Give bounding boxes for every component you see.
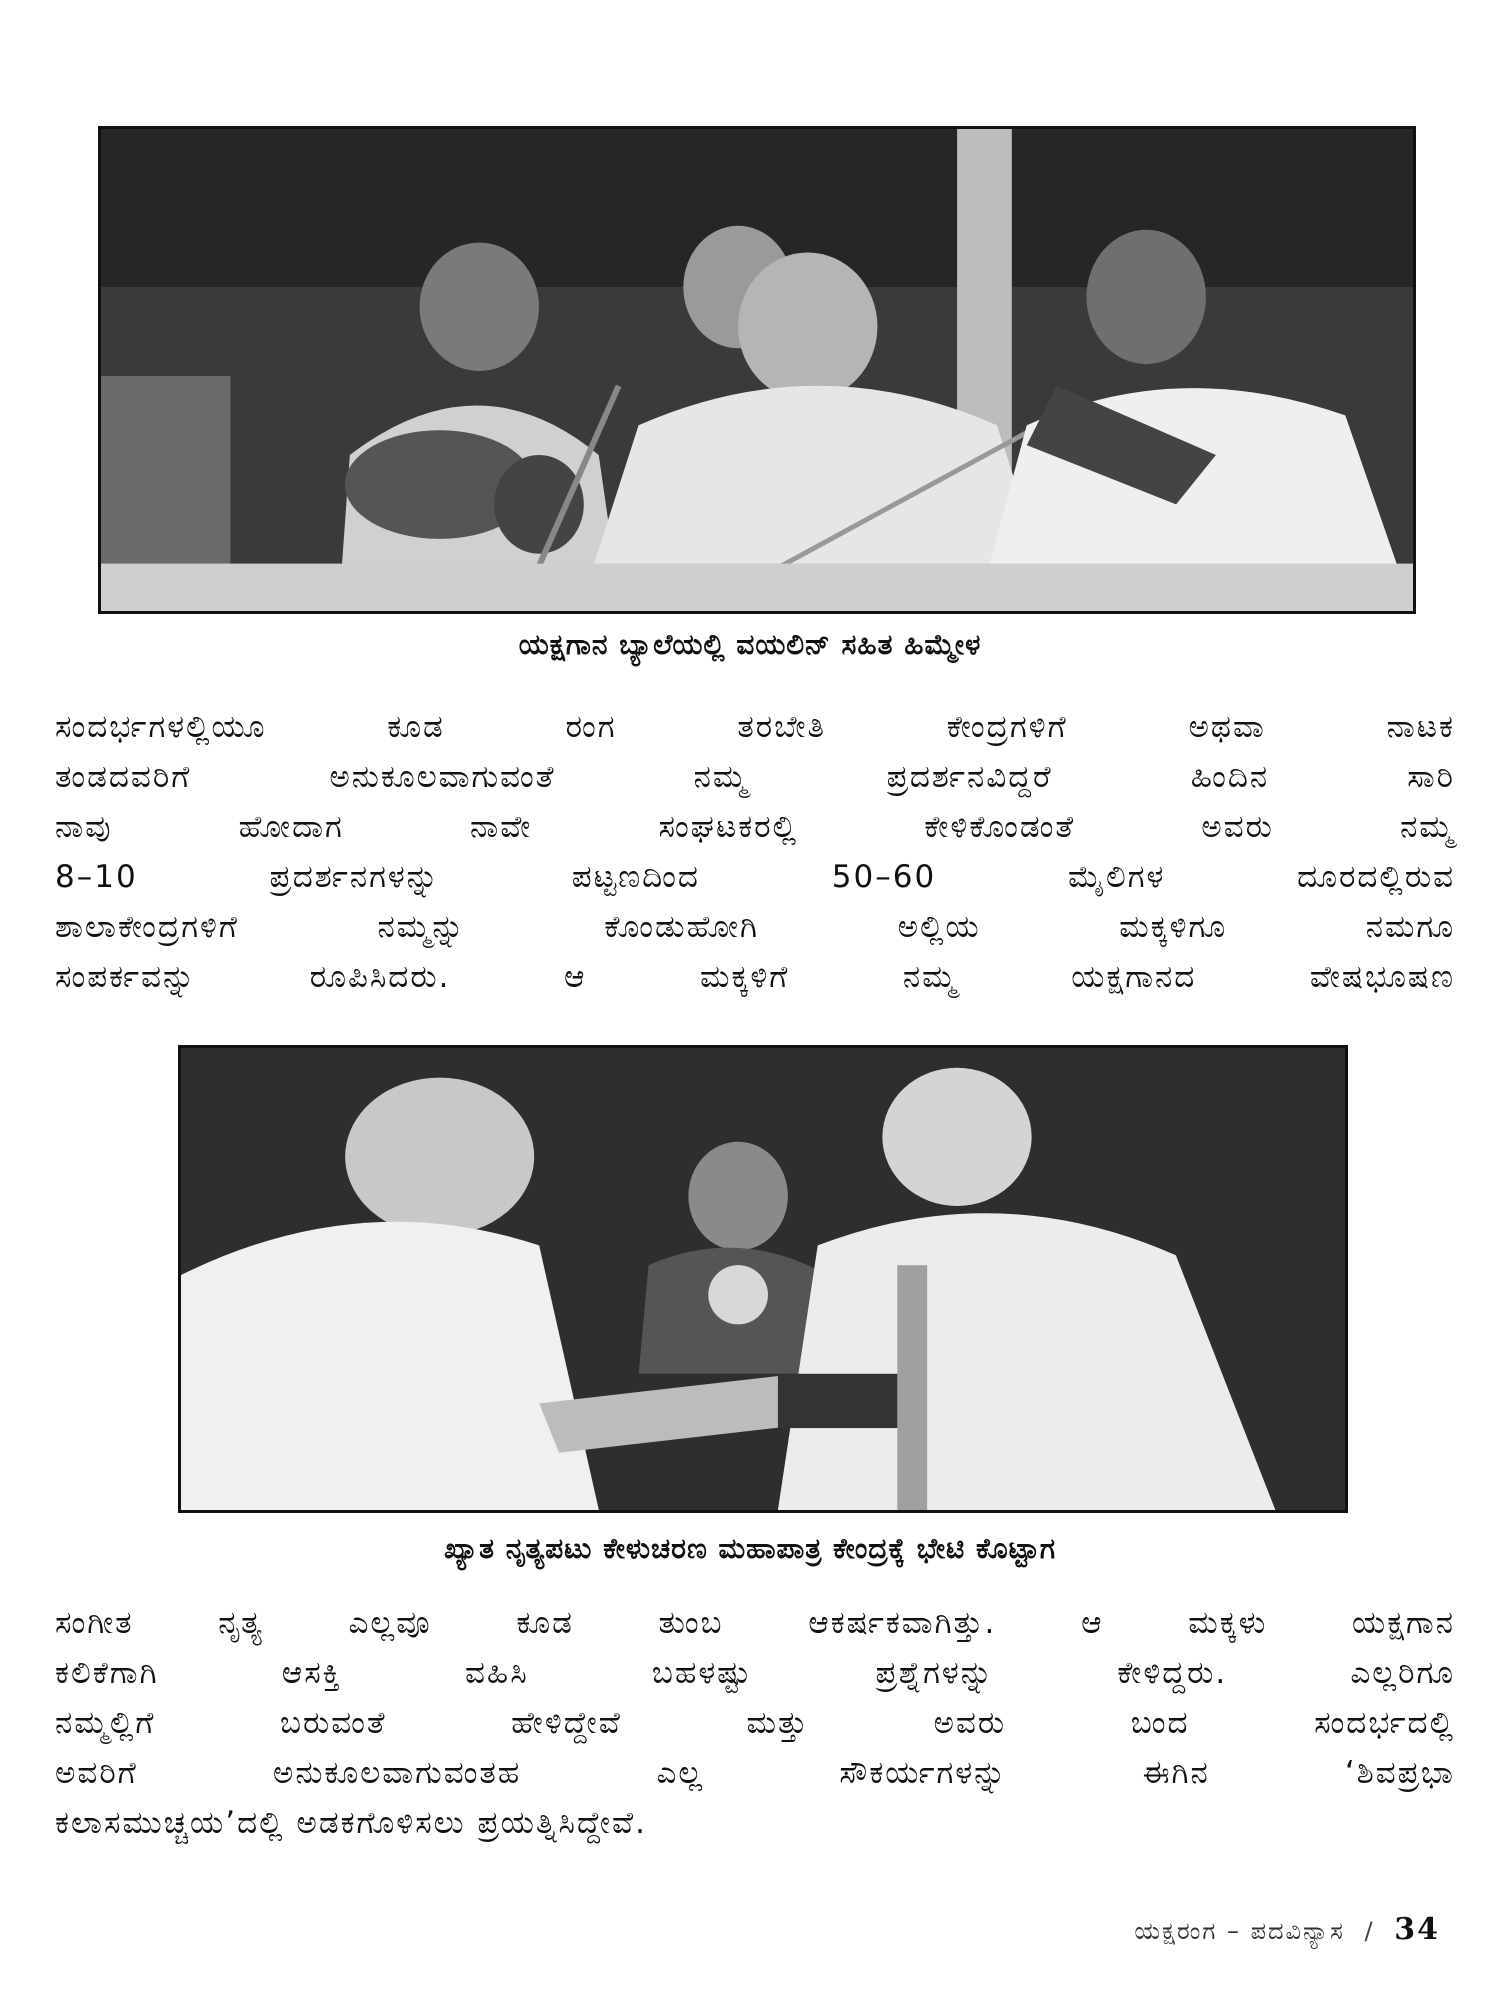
paragraph-2-line: ಸಂಗೀತ ನೃತ್ಯ ಎಲ್ಲವೂ ಕೂಡ ತುಂಬ ಆಕರ್ಷಕವಾಗಿತ್ತು. ಆ ಮಕ್ಕಳು ಯಕ್ಷಗಾನ bbox=[55, 1605, 1455, 1641]
running-title: ಯಕ್ಷರಂಗ – ಪದವಿನ್ಯಾಸ bbox=[1134, 1917, 1345, 1945]
paragraph-1 bbox=[55, 702, 1455, 1002]
photo1-caption: ಯಕ್ಷಗಾನ ಬ್ಯಾಲೆಯಲ್ಲಿ ವಯಲಿನ್ ಸಹಿತ ಹಿಮ್ಮೇಳ bbox=[518, 628, 982, 661]
page-footer bbox=[1134, 1912, 1440, 1947]
musicians-photo-illustration bbox=[101, 129, 1413, 611]
paragraph-2-line: ನಮ್ಮಲ್ಲಿಗೆ ಬರುವಂತೆ ಹೇಳಿದ್ದೇವೆ ಮತ್ತು ಅವರು ಬಂದ ಸಂದರ್ಭದಲ್ಲಿ bbox=[55, 1705, 1455, 1741]
footer-separator: / bbox=[1364, 1917, 1375, 1945]
paragraph-1-line: ತಂಡದವರಿಗೆ ಅನುಕೂಲವಾಗುವಂತೆ ನಮ್ಮ ಪ್ರದರ್ಶನವಿದ್ದರೆ ಹಿಂದಿನ ಸಾರಿ bbox=[55, 759, 1455, 795]
paragraph-1-line: ನಾವು ಹೋದಾಗ ನಾವೇ ಸಂಘಟಕರಲ್ಲಿ ಕೇಳಿಕೊಂಡಂತೆ ಅವರು ನಮ್ಮ bbox=[55, 809, 1455, 845]
visit-photo bbox=[178, 1045, 1348, 1513]
paragraph-1-line: ಸಂಪರ್ಕವನ್ನು ರೂಪಿಸಿದರು. ಆ ಮಕ್ಕಳಿಗೆ ನಮ್ಮ ಯಕ್ಷಗಾನದ ವೇಷಭೂಷಣ bbox=[55, 959, 1455, 995]
paragraph-1-line: 8–10 ಪ್ರದರ್ಶನಗಳನ್ನು ಪಟ್ಟಣದಿಂದ 50–60 ಮೈಲಿಗಳ ದೂರದಲ್ಲಿರುವ bbox=[55, 859, 1455, 895]
musicians-photo bbox=[98, 126, 1416, 614]
visit-photo-illustration bbox=[181, 1048, 1345, 1510]
photo2-caption: ಖ್ಯಾತ ನೃತ್ಯಪಟು ಕೇಳುಚರಣ ಮಹಾಪಾತ್ರ ಕೇಂದ್ರಕ್ಕೆ ಭೇಟಿ ಕೊಟ್ಟಾಗ bbox=[443, 1532, 1057, 1565]
paragraph-2-line: ಕಲಾಸಮುಚ್ಚಯ’ದಲ್ಲಿ ಅಡಕಗೊಳಿಸಲು ಪ್ರಯತ್ನಿಸಿದ್ದೇವೆ. bbox=[55, 1805, 647, 1841]
paragraph-2 bbox=[55, 1598, 1455, 1848]
page-number: 34 bbox=[1394, 1912, 1440, 1947]
paragraph-1-line: ಶಾಲಾಕೇಂದ್ರಗಳಿಗೆ ನಮ್ಮನ್ನು ಕೊಂಡುಹೋಗಿ ಅಲ್ಲಿಯ ಮಕ್ಕಳಿಗೂ ನಮಗೂ bbox=[55, 909, 1455, 945]
paragraph-2-line: ಕಲಿಕೆಗಾಗಿ ಆಸಕ್ತಿ ವಹಿಸಿ ಬಹಳಷ್ಟು ಪ್ರಶ್ನೆಗಳನ್ನು ಕೇಳಿದ್ದರು. ಎಲ್ಲರಿಗೂ bbox=[55, 1655, 1455, 1691]
paragraph-2-line: ಅವರಿಗೆ ಅನುಕೂಲವಾಗುವಂತಹ ಎಲ್ಲ ಸೌಕರ್ಯಗಳನ್ನು ಈಗಿನ ‘ಶಿವಪ್ರಭಾ bbox=[55, 1755, 1455, 1791]
paragraph-1-line: ಸಂದರ್ಭಗಳಲ್ಲಿಯೂ ಕೂಡ ರಂಗ ತರಬೇತಿ ಕೇಂದ್ರಗಳಿಗೆ ಅಥವಾ ನಾಟಕ bbox=[55, 709, 1455, 745]
